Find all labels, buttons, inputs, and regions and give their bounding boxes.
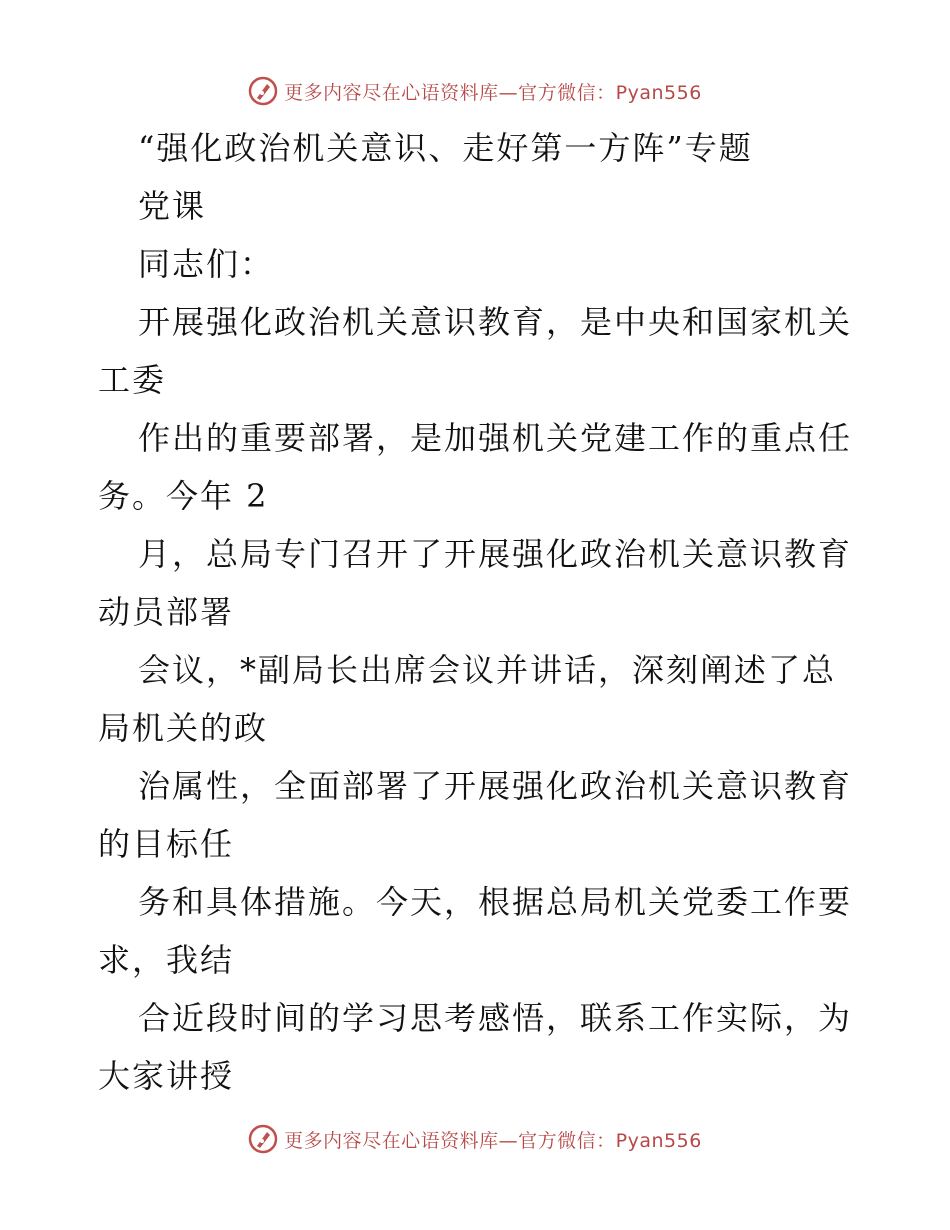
footer-banner [0,1119,950,1159]
doc-title: “强化政治机关意识、走好第一方阵”专题 [138,129,753,167]
paragraph-line: 工委 [98,361,167,399]
paragraph-line: 动员部署 [98,593,235,631]
banner-text: 更多内容尽在心语资料库—官方微信：Pyan556 [284,1129,702,1152]
pen-nib-circle-icon [248,1124,278,1154]
paragraph-line: 治属性，全面部署了开展强化政治机关意识教育 [138,767,853,805]
paragraph-line: 开展强化政治机关意识教育，是中央和国家机关 [138,303,853,341]
paragraph-line: 会议，*副局长出席会议并讲话，深刻阐述了总 [138,651,837,689]
header-banner [0,71,950,111]
paragraph-line: 的目标任 [98,825,235,863]
banner-text: 更多内容尽在心语资料库—官方微信：Pyan556 [284,81,702,104]
salutation: 同志们： [138,245,275,283]
paragraph-line: 务和具体措施。今天，根据总局机关党委工作要 [138,883,853,921]
paragraph-line: 局机关的政 [98,709,269,747]
paragraph-line: 月，总局专门召开了开展强化政治机关意识教育 [138,535,853,573]
paragraph-line: 务。今年 2 [98,477,269,515]
paragraph-line: 作出的重要部署，是加强机关党建工作的重点任 [138,419,853,457]
paragraph-line: 大家讲授 [98,1057,235,1095]
pen-nib-circle-icon [248,76,278,106]
paragraph-line: 合近段时间的学习思考感悟，联系工作实际，为 [138,999,853,1037]
paragraph-line: 求，我结 [98,941,235,979]
doc-title-cont: 党课 [138,187,207,225]
